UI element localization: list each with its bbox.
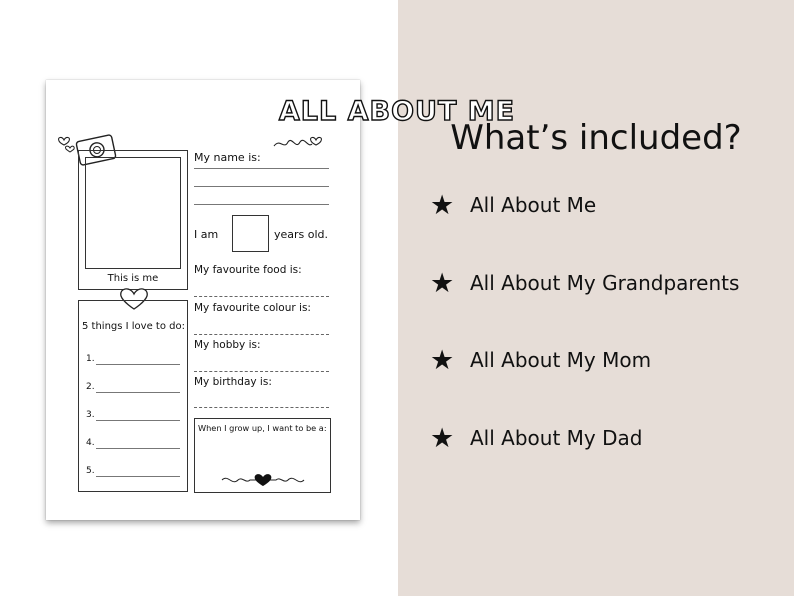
birthday-label: My birthday is: [194,376,272,388]
swirl-heart-doodle [272,130,330,152]
things-line [96,476,180,477]
star-icon: ★ [430,422,455,454]
things-number: 5. [86,466,95,476]
included-item [430,423,642,453]
name-line [194,204,329,205]
star-icon: ★ [430,189,455,221]
food-label: My favourite food is: [194,264,302,276]
included-item-label: All About Me [470,193,597,217]
things-label: 5 things I love to do: [82,321,185,332]
swirl-heart-doodle [220,472,306,488]
included-item-label: All About My Mom [470,348,652,372]
photo-caption: This is me [107,273,159,284]
things-line [96,364,180,365]
things-number: 1. [86,354,95,364]
right-panel [398,0,794,596]
age-suffix: years old. [274,228,329,241]
things-line [96,420,180,421]
things-number: 4. [86,438,95,448]
birthday-line [194,407,329,408]
name-label: My name is: [194,151,261,164]
name-line [194,186,329,187]
included-item [430,190,596,220]
star-icon: ★ [430,267,455,299]
things-line [96,392,180,393]
grow-up-label: When I grow up, I want to be a: [198,423,327,433]
star-icon: ★ [430,344,455,376]
included-item-label: All About My Grandparents [470,271,740,295]
hobby-line [194,371,329,372]
included-item [430,268,739,298]
things-number: 2. [86,382,95,392]
age-prefix: I am [194,228,219,241]
included-title: What’s included? [450,118,742,158]
things-line [96,448,180,449]
included-item-label: All About My Dad [470,426,643,450]
age-box [232,215,269,252]
colour-label: My favourite colour is: [194,302,311,314]
included-item [430,345,651,375]
colour-line [194,334,329,335]
name-line [194,168,329,169]
hobby-label: My hobby is: [194,339,261,351]
worksheet-title: ALL ABOUT ME [278,96,516,127]
food-line [194,296,329,297]
things-number: 3. [86,410,95,420]
photo-area [85,157,181,269]
